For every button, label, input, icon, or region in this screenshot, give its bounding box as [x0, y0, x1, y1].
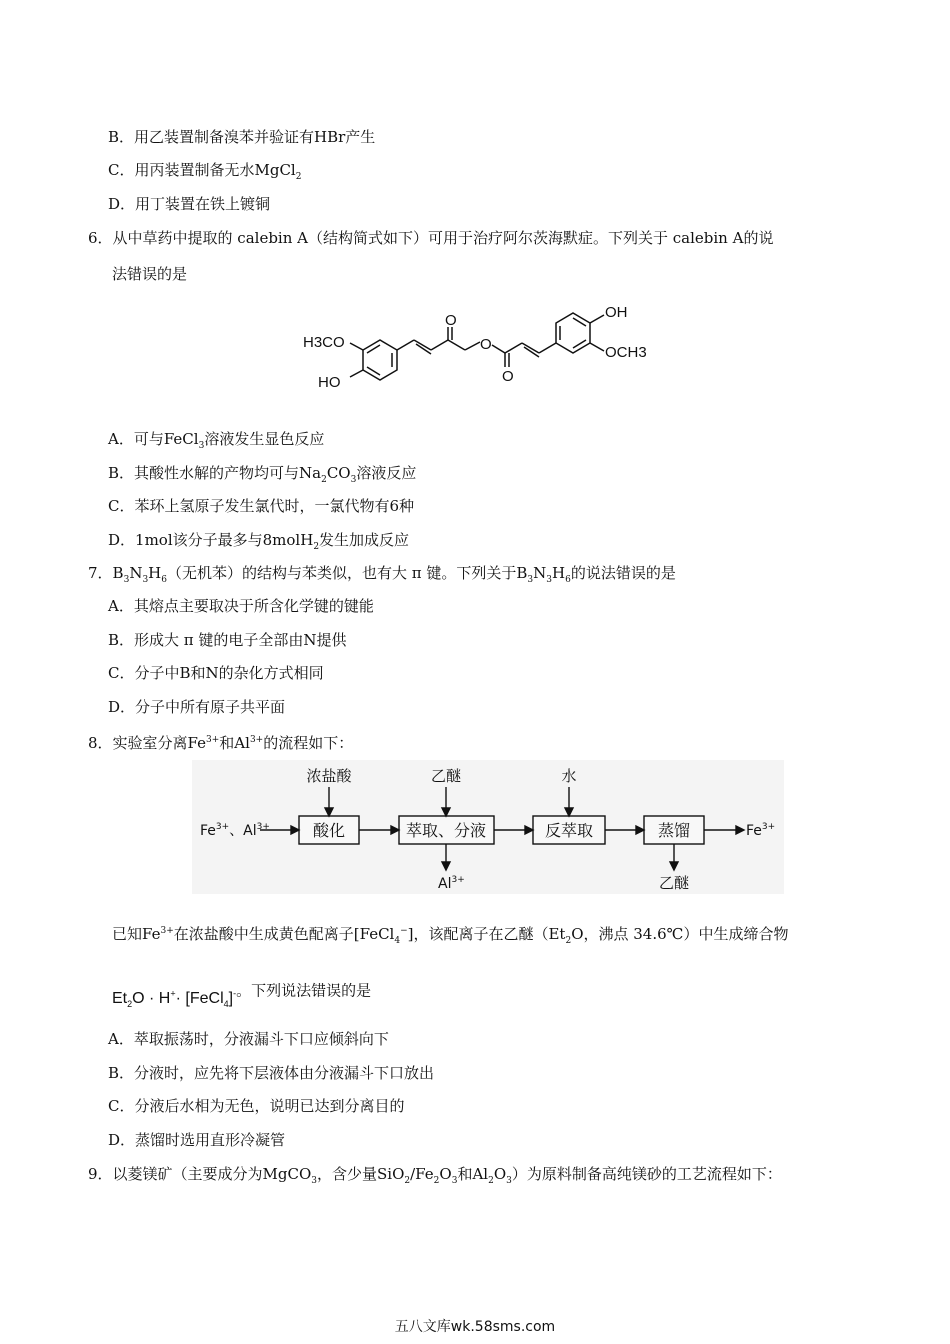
- mol-label-och3: OCH3: [605, 344, 647, 361]
- q9-stem: 9．以菱镁矿（主要成分为MgCO$_3$，含少量$SiO_2/Fe_2O_3$和$Al_2O_3$）为原料制备高纯镁砂的工艺流程如下：: [88, 1165, 782, 1186]
- q6-option-d: D．1mol该分子最多与8molH$_2$发生加成反应: [108, 531, 410, 552]
- q6-option-b: B．其酸性水解的产物均可与$Na_2CO_3$溶液反应: [108, 464, 417, 485]
- flow-step-back-extract: 反萃取: [544, 821, 594, 840]
- q6-option-c: C．苯环上氢原子发生氯代时，一氯代物有6种: [108, 497, 415, 515]
- flow-reagent-ether: 乙醚: [430, 767, 462, 785]
- q8-known-info: 已知$Fe^{3+}$在浓盐酸中生成黄色配离子[FeCl$_4$−]，该配离子在乙醚（$Et_2O$，沸点 34.6℃）中生成缔合物: [112, 925, 789, 946]
- flow-input: $Fe^{3+}$、$Al^{3+}$: [200, 822, 270, 839]
- q8-option-b: B．分液时，应先将下层液体由分液漏斗下口放出: [108, 1064, 435, 1082]
- q8-formula: $Et_2O \cdot H^+\cdot$ [FeCl$_4$]-: [112, 989, 237, 1010]
- calebin-a-structure: [300, 295, 670, 405]
- flow-reagent-hcl: 浓盐酸: [306, 767, 352, 785]
- q7-stem: 7．$B_3N_3H_6$（无机苯）的结构与苯类似，也有大 π 键。下列关于$B_3N_3H_6$的说法错误的是: [88, 564, 676, 585]
- flow-step-distill: 蒸馏: [657, 821, 691, 840]
- q8-option-a: A．萃取振荡时，分液漏斗下口应倾斜向下: [108, 1030, 389, 1048]
- mol-label-ho: HO: [318, 374, 341, 391]
- q6-option-a: A．可与FeCl$_3$溶液发生显色反应: [108, 430, 325, 451]
- flow-step-extract: 萃取、分液: [405, 821, 487, 840]
- q7-option-a: A．其熔点主要取决于所含化学键的键能: [108, 597, 374, 615]
- q8-formula-line: $Et_2O \cdot H^+\cdot$ [FeCl$_4$]-。下列说法错误的是: [112, 981, 372, 1010]
- flow-output-fe: $Fe^{3+}$: [746, 822, 776, 839]
- flow-output-ether: 乙醚: [658, 874, 690, 892]
- separation-flowchart: [192, 760, 784, 894]
- mol-label-h3co: H3CO: [303, 334, 345, 351]
- flow-output-al: $Al^{3+}$: [438, 875, 465, 892]
- q5-option-b: B．用乙装置制备溴苯并验证有HBr产生: [108, 128, 376, 146]
- flow-reagent-water: 水: [561, 767, 577, 785]
- q6-stem-line1: 6．从中草药中提取的 calebin A（结构简式如下）可用于治疗阿尔茨海默症。下列关于 calebin A的说: [88, 229, 774, 247]
- mol-label-oh: OH: [605, 304, 628, 321]
- flow-step-acidify: 酸化: [312, 821, 346, 840]
- q7-option-c: C．分子中B和N的杂化方式相同: [108, 664, 324, 682]
- q7-option-d: D．分子中所有原子共平面: [108, 698, 286, 716]
- q8-option-d: D．蒸馏时选用直形冷凝管: [108, 1131, 286, 1149]
- q7-option-b: B．形成大 π 键的电子全部由N提供: [108, 631, 347, 649]
- q8-stem: 8．实验室分离$Fe^{3+}$和$Al^{3+}$的流程如下：: [88, 734, 354, 752]
- q8-option-c: C．分液后水相为无色，说明已达到分离目的: [108, 1097, 405, 1115]
- mol-label-ketone-o: O: [445, 312, 457, 329]
- mol-label-ester-o: O: [480, 336, 492, 353]
- q5-option-d: D．用丁装置在铁上镀铜: [108, 195, 271, 213]
- page-footer: 五八文库wk.58sms.com: [394, 1319, 556, 1335]
- q6-stem-line2: 法错误的是: [112, 265, 188, 283]
- q5-option-c: C．用丙装置制备无水MgCl$_2$: [108, 161, 302, 182]
- mol-label-carbonyl-o: O: [502, 368, 514, 385]
